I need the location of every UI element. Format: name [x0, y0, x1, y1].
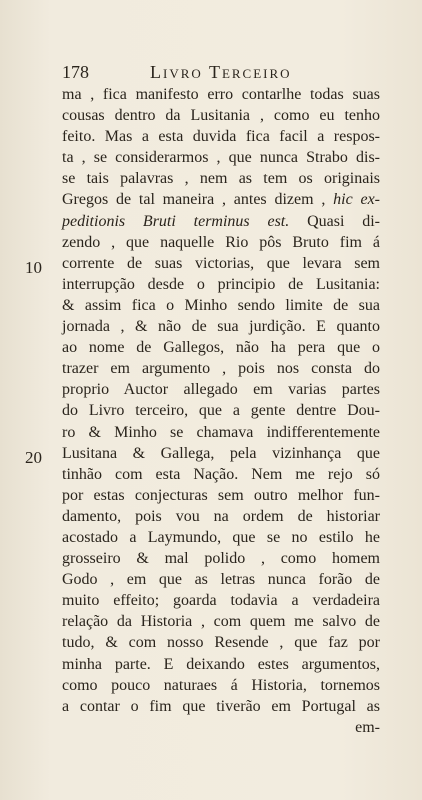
- text-line: jornada , & não de sua jurdição. E quanto: [62, 318, 380, 336]
- latin-quote: peditionis Bruti terminus est.: [62, 212, 290, 230]
- text-line: & assim fica o Minho sendo limite de sua: [62, 296, 380, 314]
- text-line: muito effeito; goarda todavia a verdadeira: [62, 592, 380, 610]
- text-line: Godo , em que as letras nunca forão de: [62, 571, 380, 589]
- text-line: corrente de suas victorias, que levara sem: [62, 254, 380, 272]
- text-line: tudo, & com nosso Resende , que faz por: [62, 634, 380, 652]
- latin-quote: hic ex-: [333, 191, 381, 209]
- catchword: em-: [355, 718, 380, 736]
- text-line: grosseiro & mal polido , como homem: [62, 550, 380, 568]
- text-line: ro & Minho se chamava indifferentemente: [62, 423, 380, 441]
- text-line: acostado a Laymundo, que se no estilo he: [62, 528, 380, 546]
- body-text: [62, 84, 380, 738]
- text-line: minha parte. E deixando estes argumentos,: [62, 655, 380, 673]
- text-line: trazer em argumento , pois nos consta do: [62, 360, 380, 378]
- text-line: relação da Historia , com quem me salvo de: [62, 613, 380, 631]
- text-line: Gregos de tal maneira , antes dizem , hic ex-: [62, 191, 381, 209]
- text-line: tinhão com esta Nação. Nem me rejo só: [62, 465, 380, 483]
- text-line: ta , se considerarmos , que nunca Strabo dis-: [62, 149, 380, 167]
- text-line: proprio Auctor allegado em varias partes: [62, 381, 380, 399]
- line-marker-20: 20: [25, 448, 42, 467]
- text-line: feito. Mas a esta duvida fica facil a respos-: [62, 128, 380, 146]
- text-line: ma , fica manifesto erro contarlhe todas suas: [62, 86, 380, 103]
- text-line: Lusitana & Gallega, pela vizinhança que: [62, 444, 380, 462]
- text-line: do Livro terceiro, que a gente dentre Dou-: [62, 402, 380, 420]
- line-marker-10: 10: [25, 258, 42, 277]
- text-line: damento, pois vou na ordem de historiar: [62, 507, 380, 525]
- text-line: interrupção desde o principio de Lusitania:: [62, 275, 380, 293]
- text-line: cousas dentro da Lusitania , como eu tenho: [62, 107, 380, 125]
- text-line: zendo , que naquelle Rio pôs Bruto fim á: [62, 233, 380, 251]
- text-line: por estas conjecturas sem outro melhor fun-: [62, 486, 380, 504]
- running-head: [62, 62, 382, 84]
- text-line: como pouco naturaes á Historia, tornemos: [62, 676, 380, 694]
- text-line: se tais palavras , nem as tem os originais: [62, 170, 380, 188]
- running-title: Livro Terceiro: [150, 62, 292, 82]
- text-line: a contar o fim que tiverão em Portugal as: [62, 697, 380, 715]
- text-line: peditionis Bruti terminus est. Quasi di-: [62, 212, 380, 230]
- text-line: ao nome de Gallegos, não ha pera que o: [62, 339, 380, 357]
- page-number: 178: [62, 62, 89, 82]
